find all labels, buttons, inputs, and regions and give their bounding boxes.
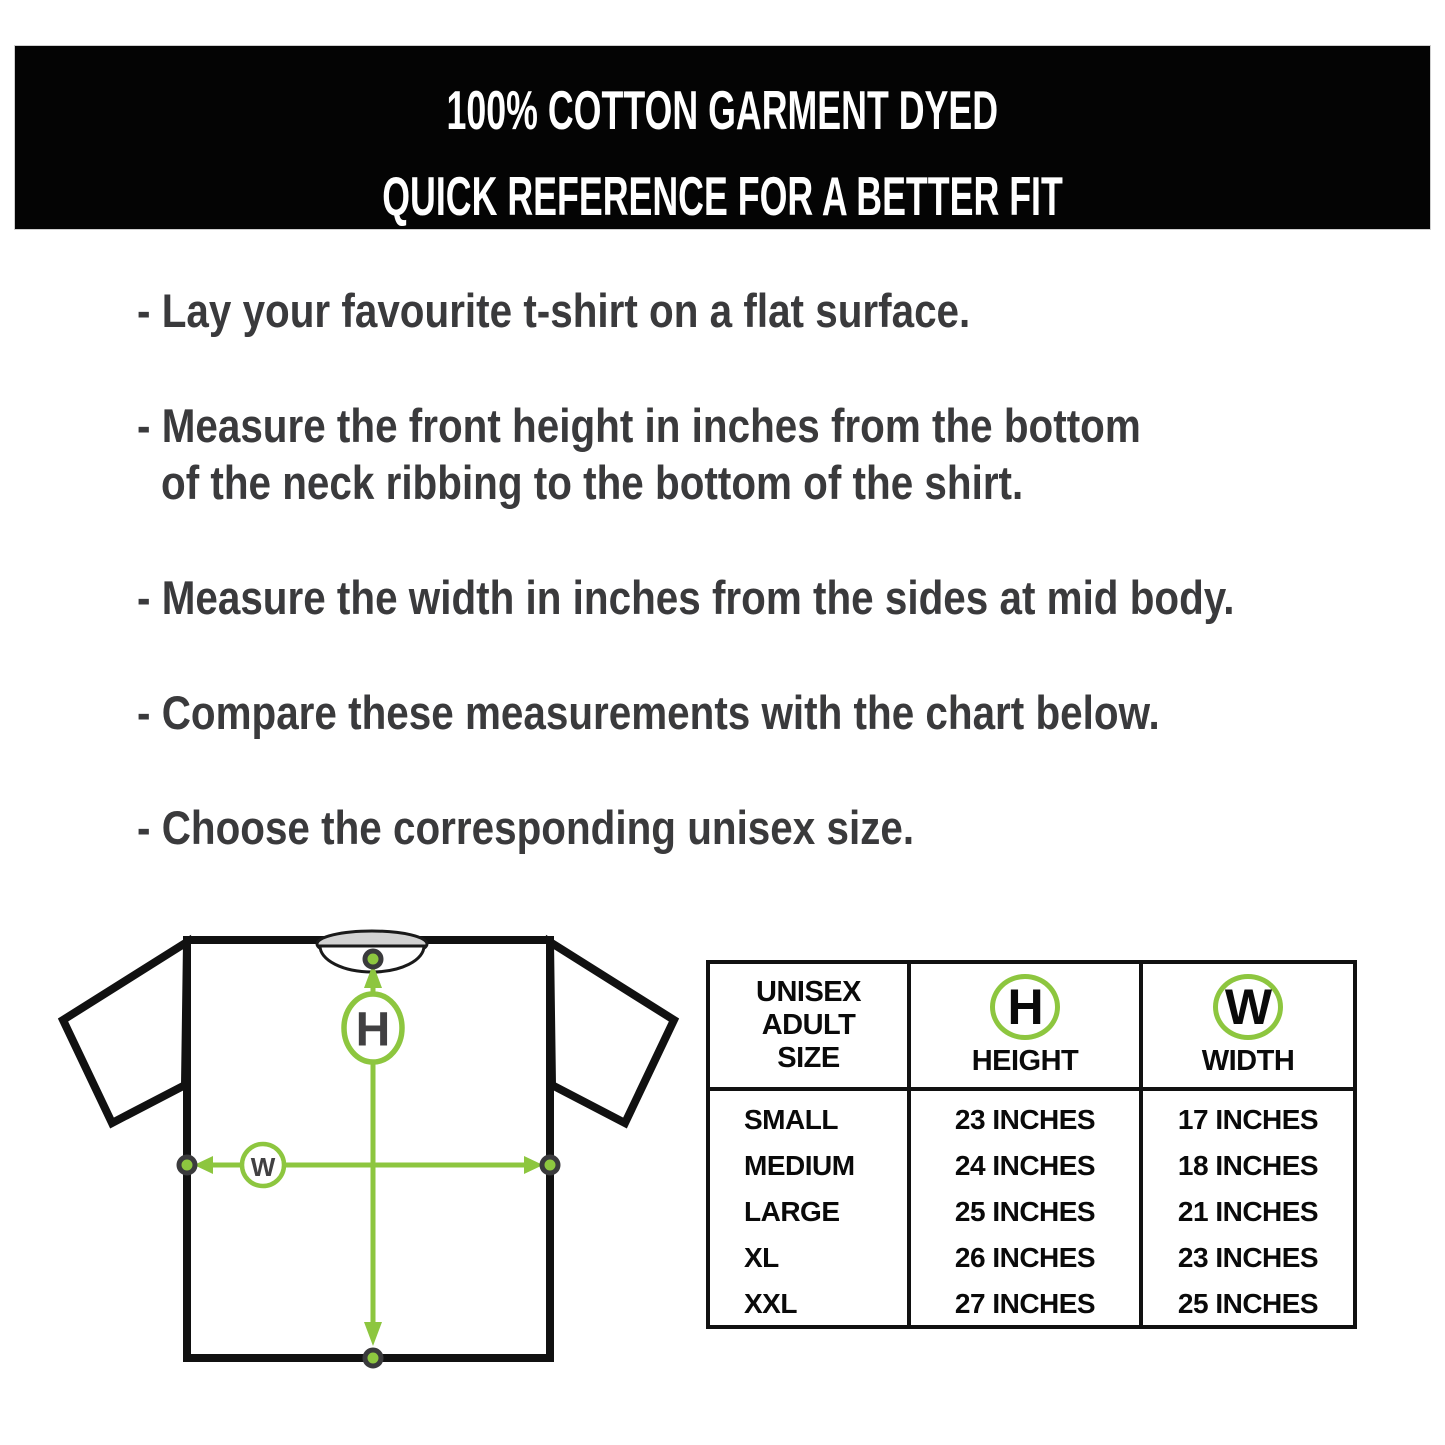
size-chart-col-heights bbox=[907, 1087, 1139, 1325]
width-cell: 17 INCHES bbox=[1177, 1104, 1319, 1135]
height-cell: 25 INCHES bbox=[954, 1196, 1096, 1227]
fit-instructions bbox=[137, 282, 1417, 914]
anchor-dot-left bbox=[179, 1157, 195, 1173]
instruction-item bbox=[137, 799, 1417, 856]
header-width-label: WIDTH bbox=[1201, 1044, 1295, 1077]
instruction-line: of the neck ribbing to the bottom of the shirt. bbox=[161, 456, 1024, 509]
anchor-dot-bottom bbox=[365, 1350, 381, 1366]
width-cell: 18 INCHES bbox=[1177, 1150, 1319, 1181]
tshirt-measurement-diagram bbox=[0, 900, 720, 1420]
anchor-dot-top bbox=[365, 951, 381, 967]
instruction-line: - Lay your favourite t-shirt on a flat surface. bbox=[137, 284, 971, 337]
header-size-line: ADULT bbox=[761, 1009, 856, 1041]
size-chart-table bbox=[706, 960, 1357, 1329]
banner bbox=[14, 45, 1431, 230]
height-cell: 26 INCHES bbox=[954, 1242, 1096, 1273]
height-badge-icon: H bbox=[990, 974, 1060, 1040]
height-badge-letter: H bbox=[355, 1003, 391, 1057]
size-cell: SMALL bbox=[744, 1104, 838, 1135]
instruction-item bbox=[137, 684, 1417, 741]
size-chart-col-widths bbox=[1139, 1087, 1353, 1325]
size-cell: XXL bbox=[744, 1288, 797, 1319]
header-size-line: UNISEX bbox=[756, 976, 861, 1008]
height-cell: 27 INCHES bbox=[954, 1288, 1096, 1319]
instruction-line: - Compare these measurements with the chart below. bbox=[137, 686, 1160, 739]
height-cell: 24 INCHES bbox=[954, 1150, 1096, 1181]
size-chart-header-width bbox=[1139, 964, 1353, 1087]
width-badge-icon: W bbox=[1213, 974, 1283, 1040]
width-badge-letter: W bbox=[250, 1152, 276, 1182]
height-cell: 23 INCHES bbox=[954, 1104, 1096, 1135]
size-chart-header-height bbox=[907, 964, 1139, 1087]
instruction-line: - Measure the width in inches from the sides at mid body. bbox=[137, 571, 1235, 624]
size-cell: XL bbox=[744, 1242, 779, 1273]
size-cell: LARGE bbox=[744, 1196, 840, 1227]
width-cell: 25 INCHES bbox=[1177, 1288, 1319, 1319]
instruction-item bbox=[137, 282, 1417, 339]
header-size-line: SIZE bbox=[777, 1042, 840, 1074]
tshirt-right-sleeve bbox=[550, 942, 674, 1123]
instruction-line: - Choose the corresponding unisex size. bbox=[137, 801, 915, 854]
header-height-label: HEIGHT bbox=[971, 1044, 1079, 1077]
size-chart-header-size bbox=[710, 964, 907, 1087]
banner-title-line1: 100% COTTON GARMENT DYED bbox=[446, 79, 999, 141]
instruction-item bbox=[137, 569, 1417, 626]
instruction-item bbox=[137, 397, 1417, 511]
anchor-dot-right bbox=[542, 1157, 558, 1173]
size-cell: MEDIUM bbox=[744, 1150, 855, 1181]
instruction-line: - Measure the front height in inches from the bottom bbox=[137, 399, 1141, 452]
banner-title-line2: QUICK REFERENCE FOR A BETTER FIT bbox=[382, 165, 1063, 227]
width-cell: 21 INCHES bbox=[1177, 1196, 1319, 1227]
width-cell: 23 INCHES bbox=[1177, 1242, 1319, 1273]
size-chart-col-sizes bbox=[710, 1087, 907, 1325]
tshirt-left-sleeve bbox=[63, 942, 187, 1123]
